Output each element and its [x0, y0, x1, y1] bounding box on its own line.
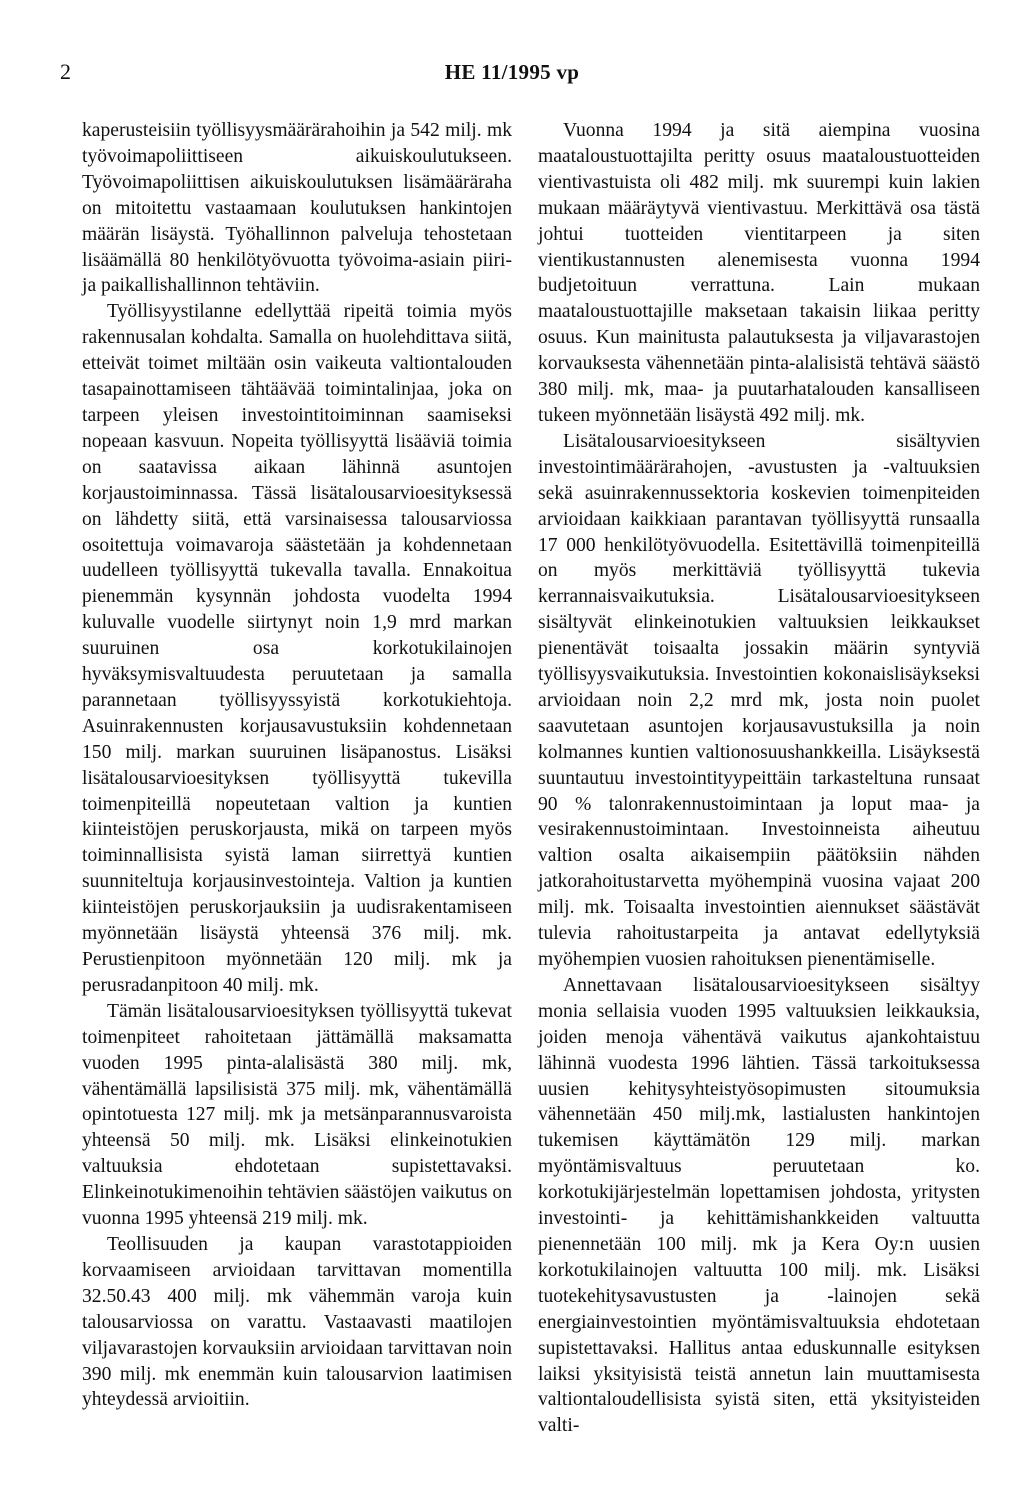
right-paragraph-2: Lisätalousarvioesitykseen sisältyvien investointimäärärahojen, -avustusten ja -valtuuksien sekä asuinrakennussektoria koskevien toimenpiteiden arvioidaan kaikkiaan parantavan työllisyyttä runsaalla 17 000 henkilötyövuodella. Esitettävillä toimenpiteillä on myös merkittäviä työllisyyttä tukevia kerrannaisvaikutuksia. Lisätalousarvioesitykseen sisältyvät elinkeinotukien valtuuksien leikkaukset pienentävät toisaalta jossakin määrin syntyviä työllisyysvaikutuksia. Investointien kokonaislisäykseksi arvioidaan noin 2,2 mrd mk, josta noin puolet saavutetaan asuntojen korjausavustuksilla ja noin kolmannes kuntien valtionosuushankkeilla. Lisäyksestä suuntautuu investointityypeittäin tarkasteltuna runsaat 90 % talonrakennustoimintaan ja loput maa- ja vesirakennustoimintaan. Investoinneista aiheutuu valtion osalta aikaisempiin päätöksiin nähden jatkorahoitustarvetta myöhempinä vuosina vajaat 200 milj. mk. Toisaalta investointien aiennukset säästävät tulevia rahoitustarpeita ja antavat edellytyksiä myöhempien vuosien rahoituksen pienentämiselle.: [538, 430, 980, 970]
right-paragraph-3: Annettavaan lisätalousarvioesitykseen sisältyy monia sellaisia vuoden 1995 valtuuksien leikkauksia, joiden menoja vähentävä vaikutus ajankohtaistuu lähinnä vuodesta 1996 lähtien. Tässä tarkoituksessa uusien kehitysyhteistyösopimusten sitoumuksia vähennetään 450 milj.mk, lastialusten hankintojen tukemisen käyttämätön 129 milj. markan myöntämisvaltuus peruutetaan ko. korkotukijärjestelmän lopettamisen johdosta, yritysten investointi- ja kehittämishankkeiden valtuutta pienennetään 100 milj. mk ja Kera Oy:n uusien korkotukilainojen valtuutta 100 milj. mk. Lisäksi tuotekehitysavustusten ja -lainojen sekä energiainvestointien myöntämisvaltuuksia ehdotetaan supistettavaksi. Hallitus antaa eduskunnalle esityksen laiksi yksityisistä teistä annetun lain muuttamisesta valtiontaloudellisista syistä siten, että yksityisteiden valti-: [538, 974, 980, 1437]
left-paragraph-2: Työllisyystilanne edellyttää ripeitä toimia myös rakennusalan kohdalta. Samalla on huolehdittava siitä, etteivät toimet miltään osin vaikeuta valtiontalouden tasapainottamiseen tähtäävää toimintalinjaa, joka on tarpeen yleisen investointitoiminnan saamiseksi nopeaan kasvuun. Nopeita työllisyyttä lisääviä toimia on saatavissa aikaan lähinnä asuntojen korjaustoiminnassa. Tässä lisätalousarvioesityksessä on lähdetty siitä, että varsinaisessa talousarviossa osoitettuja voimavaroja säästetään ja kohdennetaan uudelleen työllisyyttä tukevalla tavalla. Ennakoitua pienemmän kysynnän johdosta vuodelta 1994 kuluvalle vuodelle siirtynyt noin 1,9 mrd markan suuruinen osa korkotukilainojen hyväksymisvaltuudesta peruutetaan ja samalla parannetaan työllisyyssyistä korkotukiehtoja. Asuinrakennusten korjausavustuksiin kohdennetaan 150 milj. markan suuruinen lisäpanostus. Lisäksi lisätalousarvioesityksen työllisyyttä tukevilla toimenpiteillä nopeutetaan valtion ja kuntien kiinteistöjen peruskorjausta, mikä on tarpeen myös toiminnallisista syistä laman siirrettyä kuntien suunniteltuja korjausinvestointeja. Valtion ja kuntien kiinteistöjen peruskorjauksiin ja uudisrakentamiseen myönnetään lisäystä yhteensä 376 milj. mk. Perustienpitoon myönnetään 120 milj. mk ja perusradanpitoon 40 milj. mk.: [82, 301, 512, 996]
document-id-header: HE 11/1995 vp: [444, 60, 580, 84]
page-number: 2: [60, 59, 71, 84]
right-paragraph-1: Vuonna 1994 ja sitä aiempina vuosina maataloustuottajilta peritty osuus maataloustuotteiden vientivastuista oli 482 milj. mk suurempi kuin lakien mukaan määräytyvä vientivastuu. Merkittävä osa tästä johtui tuotteiden vientitarpeen ja siten vientikustannusten alenemisesta vuonna 1994 budjetoituun verrattuna. Lain mukaan maataloustuottajille maksetaan takaisin liikaa peritty osuus. Kun mainitusta palautuksesta ja viljavarastojen korvauksesta vähennetään pinta-alalisistä tehtävä säästö 380 milj. mk, maa- ja puutarhatalouden kansalliseen tukeen myönnetään lisäystä 492 milj. mk.: [538, 120, 980, 426]
left-paragraph-1: kaperusteisiin työllisyysmäärärahoihin ja 542 milj. mk työvoimapoliittiseen aikuiskoulutukseen. Työvoimapoliittisen aikuiskoulutuksen lisämääräraha on mitoitettu vastaamaan koulutuksen hankintojen määrän lisäystä. Työhallinnon palveluja tehostetaan lisäämällä 80 henkilötyövuotta työvoima-asiain piiri- ja paikallishallinnon tehtäviin.: [82, 120, 512, 297]
left-paragraph-3: Tämän lisätalousarvioesityksen työllisyyttä tukevat toimenpiteet rahoitetaan jättämällä maksamatta vuoden 1995 pinta-alalisästä 380 milj. mk, vähentämällä lapsilisistä 375 milj. mk, vähentämällä opintotuesta 127 milj. mk ja metsänparannusvaroista yhteensä 50 milj. mk. Lisäksi elinkeinotukien valtuuksia ehdotetaan supistettavaksi. Elinkeinotukimenoihin tehtävien säästöjen vaikutus on vuonna 1995 yhteensä 219 milj. mk.: [82, 1000, 512, 1230]
right-column: [538, 118, 980, 1439]
left-column: [82, 118, 512, 1413]
left-paragraph-4: Teollisuuden ja kaupan varastotappioiden korvaamiseen arvioidaan tarvittavan momentilla 32.50.43 400 milj. mk vähemmän varoja kuin talousarviossa on varattu. Vastaavasti maatilojen viljavarastojen korvauksiin arvioidaan tarvittavan noin 390 milj. mk enemmän kuin talousarvion laatimisen yhteydessä arvioitiin.: [82, 1233, 512, 1411]
